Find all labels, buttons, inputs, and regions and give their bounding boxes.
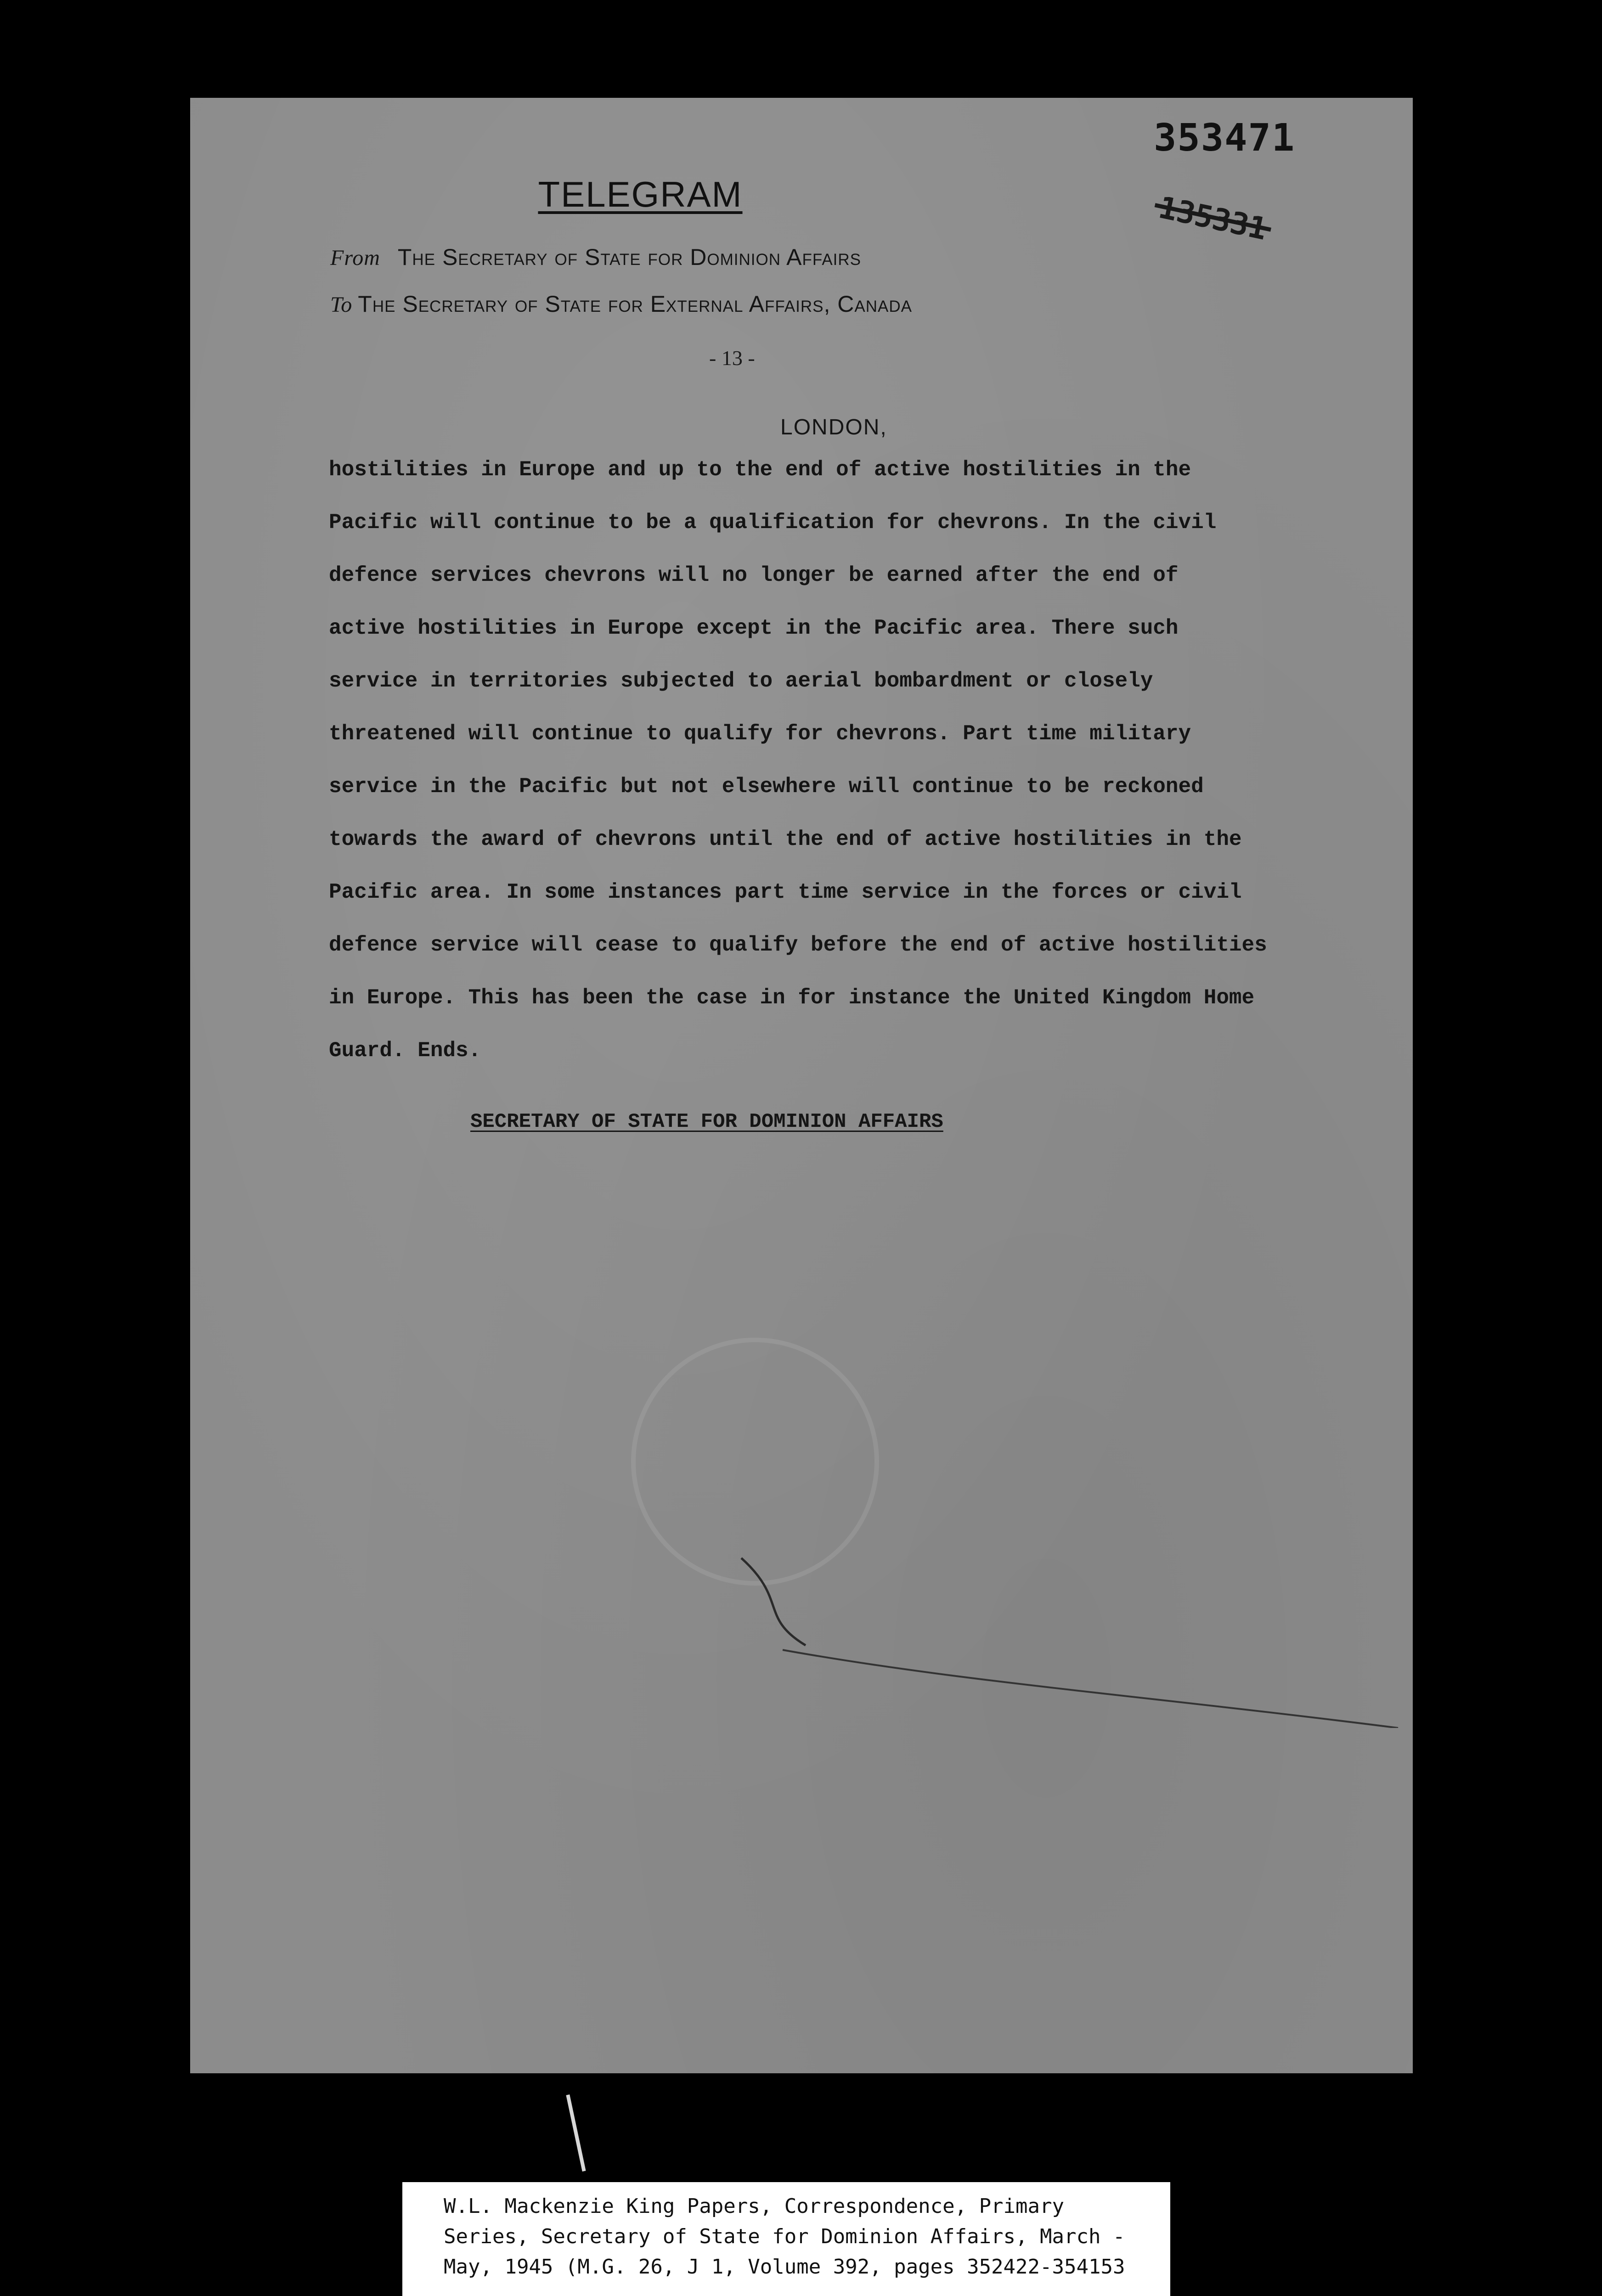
citation-label (402, 2182, 1170, 2296)
signature-line: SECRETARY OF STATE FOR DOMINION AFFAIRS (470, 1110, 943, 1133)
page-number: - 13 - (709, 346, 755, 370)
place-of-origin: LONDON, (780, 415, 887, 439)
body-line: in Europe. This has been the case in for instance the United Kingdom Home (329, 986, 1255, 1010)
serial-number: 353471 (1154, 116, 1296, 160)
body-line: defence services chevrons will no longer be earned after the end of (329, 563, 1179, 587)
struck-out-serial-number: 135331 (1155, 190, 1270, 247)
body-line: service in the Pacific but not elsewhere will continue to be reckoned (329, 775, 1204, 799)
telegram-title: TELEGRAM (538, 174, 743, 214)
citation-line: May, 1945 (M.G. 26, J 1, Volume 392, pages 352422-354153 (444, 2255, 1125, 2279)
telegram-body (329, 444, 1404, 1077)
citation-line: Series, Secretary of State for Dominion Affairs, March - (444, 2225, 1125, 2248)
telegram-page (190, 98, 1413, 2073)
body-line: threatened will continue to qualify for chevrons. Part time military (329, 722, 1191, 746)
citation-line: W.L. Mackenzie King Papers, Correspondence, Primary (444, 2195, 1065, 2218)
to-value: The Secretary of State for External Affairs, Canada (358, 291, 912, 317)
from-line (330, 244, 861, 270)
body-line: service in territories subjected to aerial bombardment or closely (329, 669, 1153, 693)
body-line: Guard. Ends. (329, 1039, 481, 1063)
to-line (330, 291, 912, 317)
body-line: active hostilities in Europe except in the Pacific area. There such (329, 616, 1179, 640)
pen-scratch-mark (732, 1544, 1413, 1728)
from-label: From (330, 246, 380, 270)
paper-tab (566, 2094, 586, 2172)
body-line: Pacific will continue to be a qualification for chevrons. In the civil (329, 511, 1217, 535)
body-line: Pacific area. In some instances part time service in the forces or civil (329, 880, 1242, 904)
from-value: The Secretary of State for Dominion Affairs (397, 244, 862, 270)
body-line: defence service will cease to qualify before the end of active hostilities (329, 933, 1267, 957)
to-label: To (330, 293, 353, 317)
body-line: hostilities in Europe and up to the end of active hostilities in the (329, 458, 1191, 482)
body-line: towards the award of chevrons until the end of active hostilities in the (329, 827, 1242, 851)
